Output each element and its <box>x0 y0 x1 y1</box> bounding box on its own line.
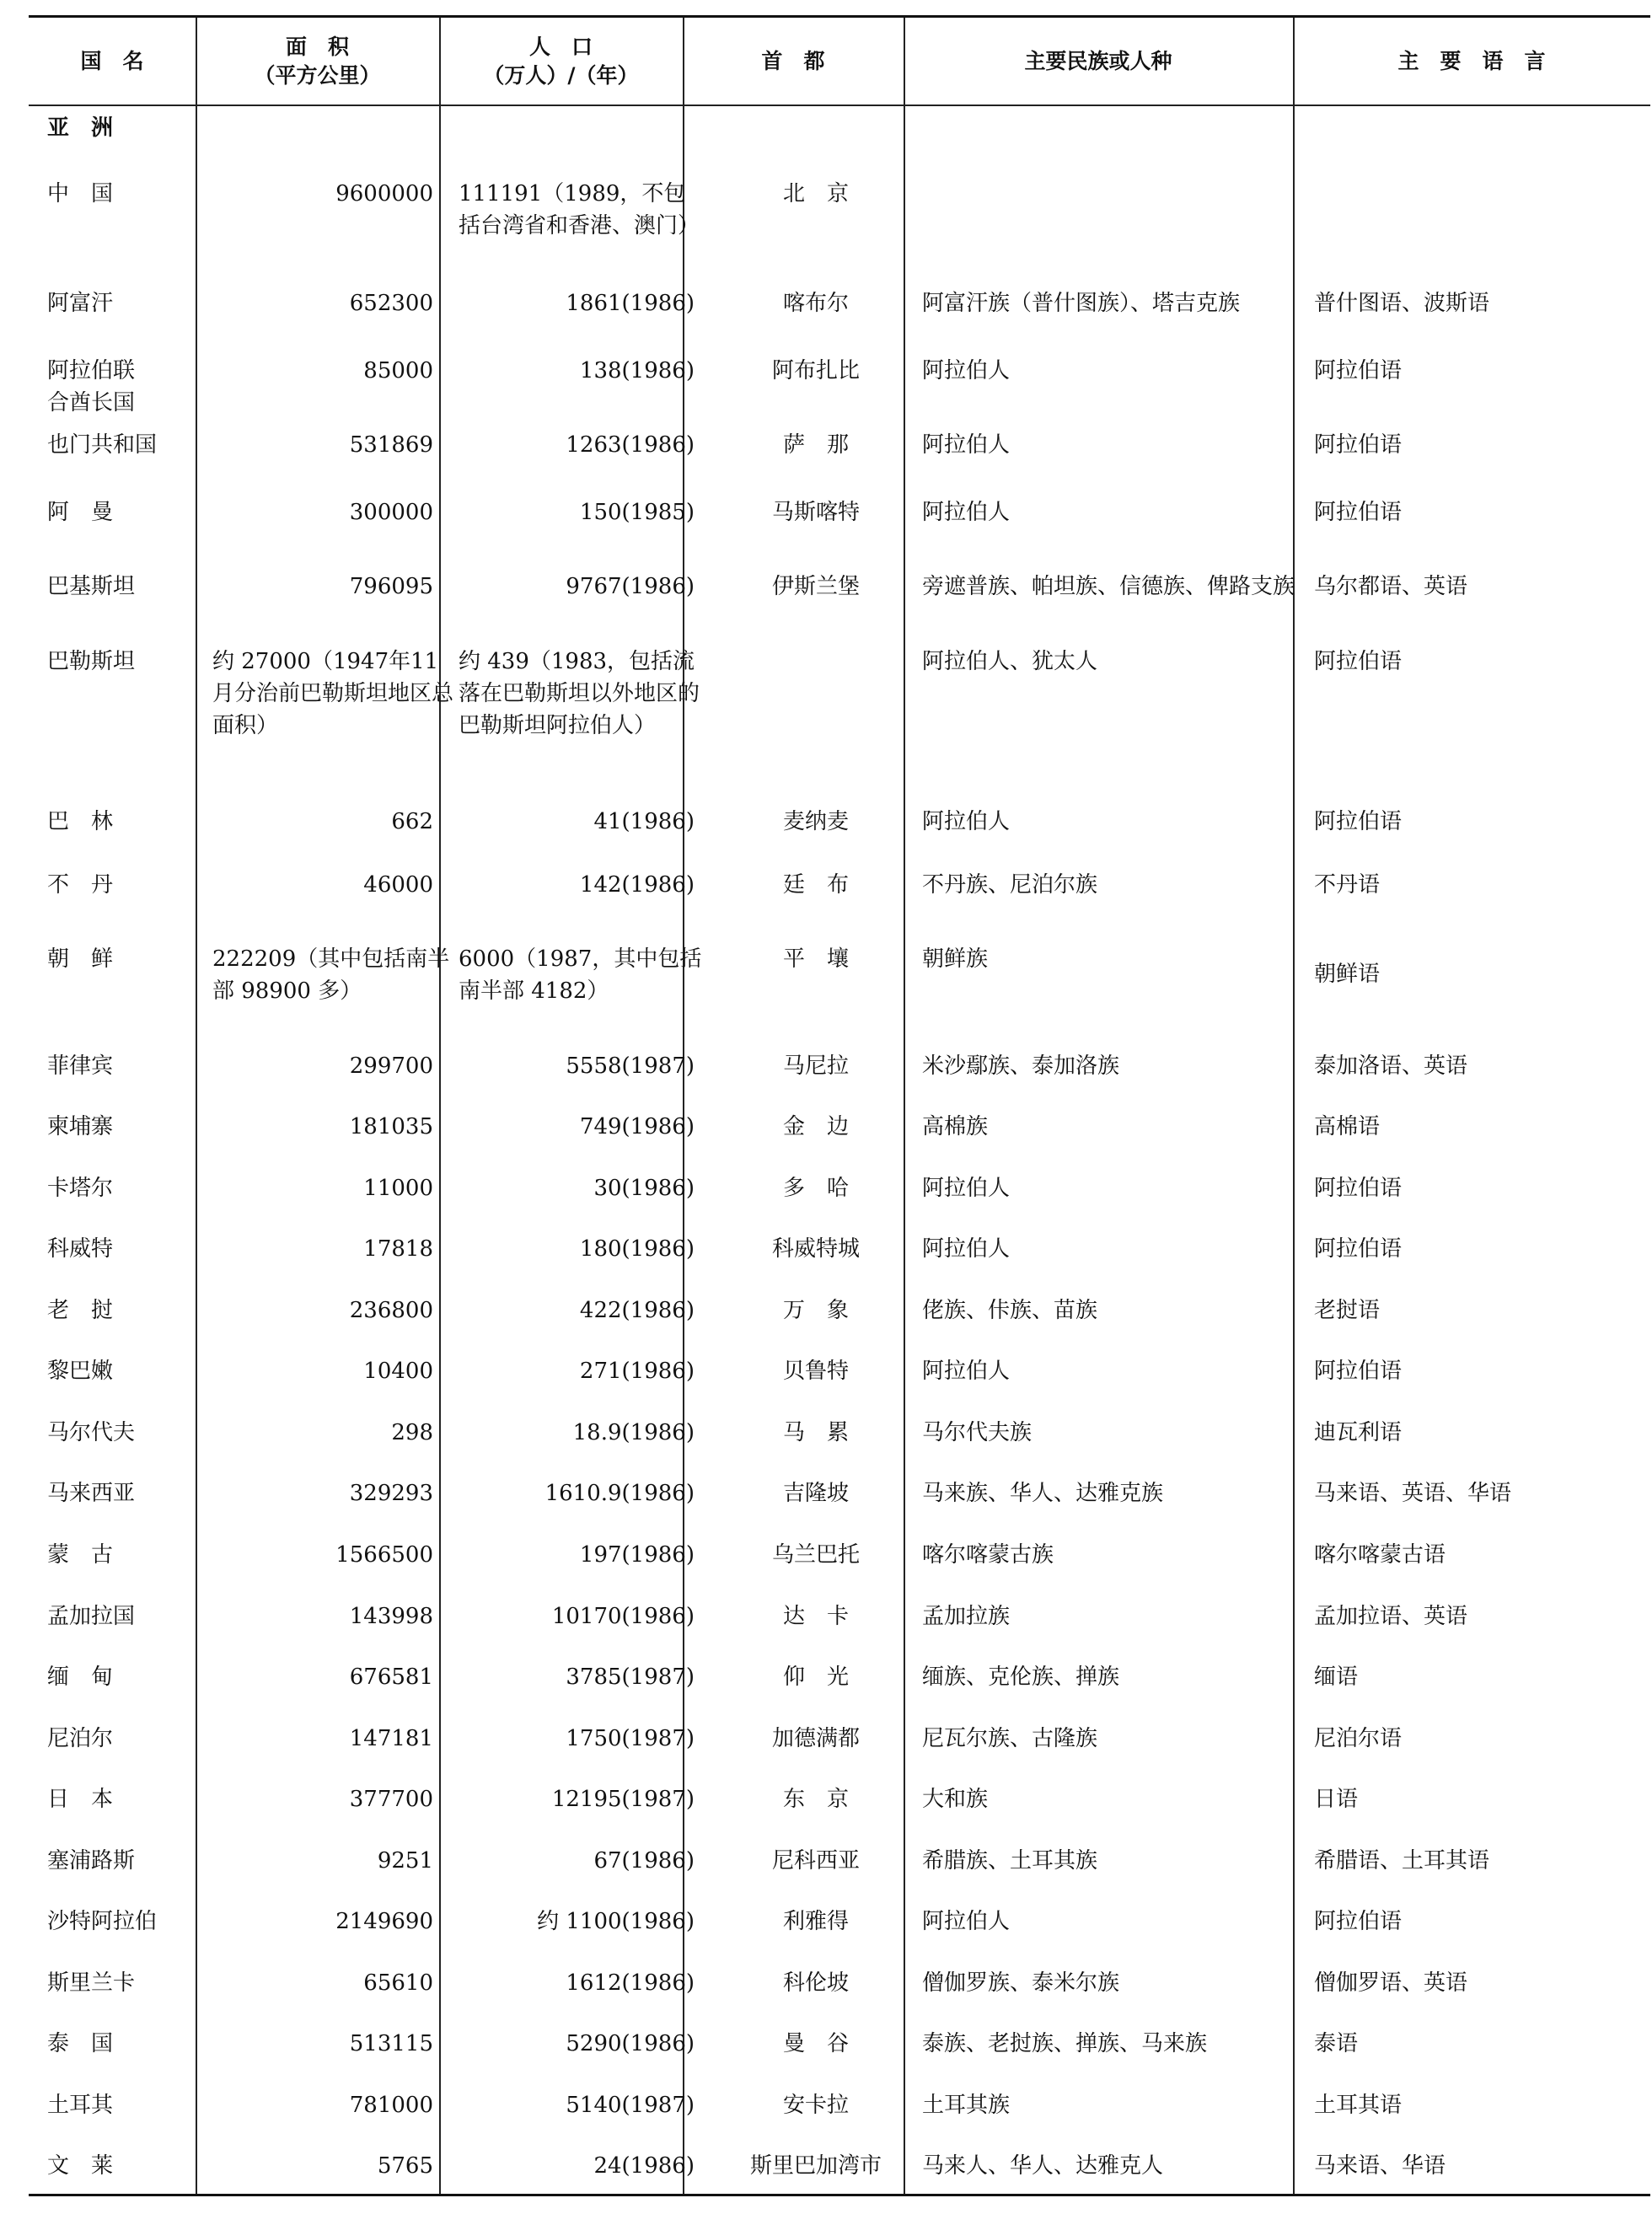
capital-name: 金 边 <box>782 1114 849 1139</box>
country-name: 塞浦路斯 <box>47 1848 136 1874</box>
main-languages: 高棉语 <box>1314 1114 1381 1139</box>
main-languages: 阿拉伯语 <box>1314 1359 1403 1384</box>
ethnic-groups: 阿拉伯人 <box>922 432 1011 458</box>
country-name: 卡塔尔 <box>47 1176 114 1201</box>
ethnic-groups: 泰族、老挝族、掸族、马来族 <box>922 2031 1208 2056</box>
area-value: 300000 <box>349 500 433 525</box>
population-value: 1612(1986) <box>566 1970 695 1996</box>
capital-name: 万 象 <box>782 1298 849 1323</box>
ethnic-groups: 孟加拉族 <box>922 1604 1011 1629</box>
capital-name: 马 累 <box>782 1420 849 1445</box>
country-name: 中 国 <box>47 181 114 206</box>
country-name: 科威特 <box>47 1236 114 1262</box>
population-value: 6000（1987，其中包括南半部 4182） <box>459 946 702 1004</box>
ethnic-groups: 阿拉伯人 <box>922 500 1011 525</box>
country-name: 阿 曼 <box>47 500 114 525</box>
area-value: 17818 <box>363 1236 433 1262</box>
main-languages: 朝鲜语 <box>1314 962 1381 987</box>
area-value: 662 <box>391 809 433 834</box>
country-name: 柬埔寨 <box>47 1114 114 1139</box>
population-value: 138(1986) <box>579 358 695 383</box>
country-name: 也门共和国 <box>47 432 158 458</box>
main-languages: 阿拉伯语 <box>1314 809 1403 834</box>
area-value: 147181 <box>349 1726 433 1751</box>
country-name: 马来西亚 <box>47 1481 136 1506</box>
main-languages: 孟加拉语、英语 <box>1314 1604 1468 1629</box>
country-name: 不 丹 <box>47 872 114 898</box>
ethnic-groups: 阿拉伯人、犹太人 <box>922 649 1098 674</box>
capital-name: 萨 那 <box>782 432 849 458</box>
header-ethnic: 主要民族或人种 <box>1024 48 1172 73</box>
population-value: 10170(1986) <box>551 1604 695 1629</box>
population-value: 422(1986) <box>579 1298 695 1323</box>
area-value: 11000 <box>363 1176 433 1201</box>
area-value: 781000 <box>349 2093 433 2118</box>
country-name: 朝 鲜 <box>47 946 114 972</box>
ethnic-groups: 阿拉伯人 <box>922 1359 1011 1384</box>
population-value: 1610.9(1986) <box>544 1481 695 1506</box>
population-value: 18.9(1986) <box>572 1420 695 1445</box>
main-languages: 喀尔喀蒙古语 <box>1314 1542 1446 1568</box>
country-name: 缅 甸 <box>47 1665 114 1690</box>
ethnic-groups: 喀尔喀蒙古族 <box>922 1542 1054 1568</box>
main-languages: 不丹语 <box>1314 872 1381 898</box>
ethnic-groups: 不丹族、尼泊尔族 <box>922 872 1098 898</box>
main-languages: 阿拉伯语 <box>1314 1236 1403 1262</box>
capital-name: 北 京 <box>782 181 849 206</box>
area-value: 181035 <box>349 1114 433 1139</box>
main-languages: 乌尔都语、英语 <box>1314 574 1468 599</box>
main-languages: 马来语、英语、华语 <box>1314 1481 1512 1506</box>
country-name: 菲律宾 <box>47 1053 114 1079</box>
area-value: 513115 <box>349 2031 433 2056</box>
capital-name: 吉隆坡 <box>782 1481 849 1506</box>
capital-name: 阿布扎比 <box>771 358 860 383</box>
population-value: 111191（1989，不包括台湾省和香港、澳门） <box>459 181 700 239</box>
header-divider <box>29 105 1650 106</box>
main-languages: 缅语 <box>1314 1665 1359 1690</box>
population-value: 约 1100(1986) <box>537 1909 695 1934</box>
capital-name: 马尼拉 <box>782 1053 849 1079</box>
capital-name: 麦纳麦 <box>782 809 849 834</box>
population-value: 约 439（1983，包括流落在巴勒斯坦以外地区的巴勒斯坦阿拉伯人） <box>459 649 700 738</box>
area-value: 85000 <box>363 358 433 383</box>
header-language: 主 要 语 言 <box>1397 48 1546 73</box>
area-value: 299700 <box>349 1053 433 1079</box>
main-languages: 迪瓦利语 <box>1314 1420 1403 1445</box>
country-name: 泰 国 <box>47 2031 114 2056</box>
main-languages: 泰加洛语、英语 <box>1314 1053 1468 1079</box>
population-value: 197(1986) <box>579 1542 695 1568</box>
capital-name: 乌兰巴托 <box>771 1542 860 1568</box>
ethnic-groups: 阿拉伯人 <box>922 809 1011 834</box>
capital-name: 喀布尔 <box>782 291 849 316</box>
header-capital: 首 都 <box>761 48 825 73</box>
ethnic-groups: 大和族 <box>922 1787 989 1812</box>
population-value: 749(1986) <box>579 1114 695 1139</box>
main-languages: 普什图语、波斯语 <box>1314 291 1490 316</box>
main-languages: 阿拉伯语 <box>1314 432 1403 458</box>
main-languages: 阿拉伯语 <box>1314 1909 1403 1934</box>
capital-name: 尼科西亚 <box>771 1848 860 1874</box>
ethnic-groups: 佬族、佧族、苗族 <box>922 1298 1098 1323</box>
population-value: 24(1986) <box>593 2153 695 2179</box>
header-population: 人 口 （万人）/（年） <box>483 34 639 88</box>
area-value: 5765 <box>377 2153 433 2179</box>
population-value: 30(1986) <box>593 1176 695 1201</box>
population-value: 5140(1987) <box>566 2093 695 2118</box>
population-value: 12195(1987) <box>551 1787 695 1812</box>
ethnic-groups: 旁遮普族、帕坦族、信德族、俾路支族 <box>922 574 1295 599</box>
ethnic-groups: 尼瓦尔族、古隆族 <box>922 1726 1098 1751</box>
main-languages: 老挝语 <box>1314 1298 1381 1323</box>
country-name: 巴 林 <box>47 809 114 834</box>
area-value: 796095 <box>349 574 433 599</box>
country-name: 日 本 <box>47 1787 114 1812</box>
main-languages: 尼泊尔语 <box>1314 1726 1403 1751</box>
capital-name: 东 京 <box>782 1787 849 1812</box>
capital-name: 利雅得 <box>782 1909 849 1934</box>
area-value: 329293 <box>349 1481 433 1506</box>
capital-name: 科威特城 <box>771 1236 860 1262</box>
country-name: 巴基斯坦 <box>47 574 136 599</box>
area-value: 1566500 <box>335 1542 433 1568</box>
capital-name: 仰 光 <box>782 1665 849 1690</box>
ethnic-groups: 朝鲜族 <box>922 946 989 972</box>
area-value: 9600000 <box>335 181 433 206</box>
capital-name: 加德满都 <box>771 1726 860 1751</box>
main-languages: 马来语、华语 <box>1314 2153 1446 2179</box>
main-languages: 僧伽罗语、英语 <box>1314 1970 1468 1996</box>
population-value: 271(1986) <box>579 1359 695 1384</box>
population-value: 1861(1986) <box>566 291 695 316</box>
ethnic-groups: 土耳其族 <box>922 2093 1011 2118</box>
capital-name: 平 壤 <box>782 946 849 972</box>
population-value: 3785(1987) <box>566 1665 695 1690</box>
capital-name: 曼 谷 <box>782 2031 849 2056</box>
area-value: 10400 <box>363 1359 433 1384</box>
country-name: 黎巴嫩 <box>47 1359 114 1384</box>
ethnic-groups: 阿富汗族（普什图族）、塔吉克族 <box>922 291 1241 316</box>
capital-name: 科伦坡 <box>782 1970 849 1996</box>
country-name: 沙特阿拉伯 <box>47 1909 158 1934</box>
population-value: 150(1985) <box>579 500 695 525</box>
country-name: 尼泊尔 <box>47 1726 114 1751</box>
ethnic-groups: 僧伽罗族、泰米尔族 <box>922 1970 1120 1996</box>
capital-name: 斯里巴加湾市 <box>749 2153 882 2179</box>
area-value: 236800 <box>349 1298 433 1323</box>
population-value: 1263(1986) <box>566 432 695 458</box>
table-frame <box>29 15 1650 2196</box>
country-name: 老 挝 <box>47 1298 114 1323</box>
area-value: 298 <box>391 1420 433 1445</box>
main-languages: 泰语 <box>1314 2031 1359 2056</box>
column-divider <box>196 18 197 2194</box>
area-value: 46000 <box>363 872 433 898</box>
area-value: 652300 <box>349 291 433 316</box>
main-languages: 阿拉伯语 <box>1314 1176 1403 1201</box>
region-label: 亚 洲 <box>47 115 114 141</box>
header-country: 国 名 <box>80 48 144 73</box>
ethnic-groups: 马尔代夫族 <box>922 1420 1032 1445</box>
capital-name: 贝鲁特 <box>782 1359 849 1384</box>
ethnic-groups: 阿拉伯人 <box>922 1236 1011 1262</box>
country-name: 文 莱 <box>47 2153 114 2179</box>
area-value: 143998 <box>349 1604 433 1629</box>
capital-name: 安卡拉 <box>782 2093 849 2118</box>
area-value: 2149690 <box>335 1909 433 1934</box>
area-value: 9251 <box>377 1848 433 1874</box>
population-value: 67(1986) <box>593 1848 695 1874</box>
country-name: 斯里兰卡 <box>47 1970 136 1996</box>
country-name: 巴勒斯坦 <box>47 649 136 674</box>
ethnic-groups: 希腊族、土耳其族 <box>922 1848 1098 1874</box>
main-languages: 阿拉伯语 <box>1314 500 1403 525</box>
country-name: 马尔代夫 <box>47 1420 136 1445</box>
population-value: 142(1986) <box>579 872 695 898</box>
area-value: 约 27000（1947年11月分治前巴勒斯坦地区总面积） <box>212 649 454 738</box>
column-divider <box>439 18 441 2194</box>
ethnic-groups: 高棉族 <box>922 1114 989 1139</box>
main-languages: 阿拉伯语 <box>1314 649 1403 674</box>
capital-name: 达 卡 <box>782 1604 849 1629</box>
population-value: 9767(1986) <box>566 574 695 599</box>
country-name: 蒙 古 <box>47 1542 114 1568</box>
area-value: 65610 <box>363 1970 433 1996</box>
country-name: 孟加拉国 <box>47 1604 136 1629</box>
ethnic-groups: 阿拉伯人 <box>922 1909 1011 1934</box>
population-value: 5290(1986) <box>566 2031 695 2056</box>
ethnic-groups: 马来族、华人、达雅克族 <box>922 1481 1164 1506</box>
population-value: 180(1986) <box>579 1236 695 1262</box>
area-value: 377700 <box>349 1787 433 1812</box>
ethnic-groups: 阿拉伯人 <box>922 1176 1011 1201</box>
main-languages: 土耳其语 <box>1314 2093 1403 2118</box>
ethnic-groups: 缅族、克伦族、掸族 <box>922 1665 1120 1690</box>
country-name: 阿富汗 <box>47 291 114 316</box>
capital-name: 伊斯兰堡 <box>771 574 860 599</box>
main-languages: 日语 <box>1314 1787 1359 1812</box>
population-value: 41(1986) <box>593 809 695 834</box>
ethnic-groups: 米沙鄢族、泰加洛族 <box>922 1053 1120 1079</box>
country-name: 阿拉伯联合酋长国 <box>47 358 136 415</box>
main-languages: 希腊语、土耳其语 <box>1314 1848 1490 1874</box>
capital-name: 马斯喀特 <box>771 500 860 525</box>
ethnic-groups: 马来人、华人、达雅克人 <box>922 2153 1164 2179</box>
ethnic-groups: 阿拉伯人 <box>922 358 1011 383</box>
capital-name: 廷 布 <box>782 872 849 898</box>
area-value: 676581 <box>349 1665 433 1690</box>
population-value: 1750(1987) <box>566 1726 695 1751</box>
main-languages: 阿拉伯语 <box>1314 358 1403 383</box>
header-area: 面 积 （平方公里） <box>254 34 381 88</box>
area-value: 531869 <box>349 432 433 458</box>
population-value: 5558(1987) <box>566 1053 695 1079</box>
country-name: 土耳其 <box>47 2093 114 2118</box>
capital-name: 多 哈 <box>782 1176 849 1201</box>
area-value: 222209（其中包括南半部 98900 多） <box>212 946 450 1004</box>
